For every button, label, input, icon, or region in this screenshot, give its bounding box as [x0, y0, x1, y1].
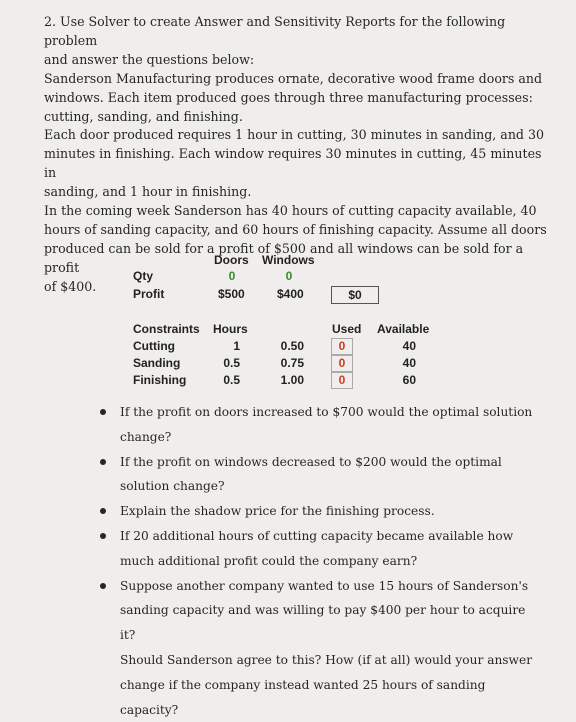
question-line: solution change?: [120, 479, 225, 494]
hours-label: Hours: [213, 322, 248, 336]
problem-line: Sanderson Manufacturing produces ornate, decorative wood frame doors and: [44, 70, 543, 86]
used-cutting-cell[interactable]: 0: [331, 338, 353, 355]
question-line: sanding capacity and was willing to pay $400 per hour to acquire it?: [120, 603, 526, 643]
qty-windows-cell[interactable]: 0: [285, 269, 293, 283]
question-line: change if the company instead wanted 25 hours of sanding capacity?: [120, 677, 486, 717]
bullet-icon: [100, 459, 106, 465]
constraint-name-finishing: Finishing: [133, 373, 187, 387]
list-item: [100, 499, 540, 524]
used-label: Used: [332, 322, 362, 336]
bullet-icon: [100, 508, 106, 514]
question-line: If the profit on windows decreased to $200 would the optimal: [120, 454, 502, 469]
question-line: If the profit on doors increased to $700 would the optimal solution: [120, 405, 533, 419]
problem-line: cutting, sanding, and finishing.: [44, 108, 243, 124]
qty-label: Qty: [133, 269, 154, 283]
header-windows: Windows: [262, 253, 315, 267]
constraint-door-finishing: 0.5: [223, 373, 240, 387]
available-cutting: 40: [402, 339, 416, 353]
constraint-name-cutting: Cutting: [133, 339, 175, 353]
problem-line: 2. Use Solver to create Answer and Sensitivity Reports for the following problem: [44, 14, 506, 48]
problem-line: windows. Each item produced goes through three manufacturing processes:: [44, 89, 533, 105]
constraint-window-finishing: 1.00: [280, 373, 304, 387]
available-label: Available: [377, 322, 430, 336]
constraint-name-sanding: Sanding: [133, 356, 181, 370]
problem-line: Each door produced requires 1 hour in cutting, 30 minutes in sanding, and 30: [44, 127, 545, 143]
list-item: [100, 524, 540, 574]
constraint-window-cutting: 0.50: [280, 339, 304, 353]
problem-line: sanding, and 1 hour in finishing.: [44, 184, 252, 200]
constraint-door-cutting: 1: [233, 339, 240, 353]
constraints-label: Constraints: [133, 322, 200, 336]
used-sanding-cell[interactable]: 0: [331, 355, 353, 372]
question-line: Suppose another company wanted to use 15 hours of Sanderson's: [120, 578, 529, 593]
spreadsheet-model: [124, 246, 444, 396]
available-sanding: 40: [402, 356, 416, 370]
qty-doors-cell[interactable]: 0: [228, 269, 236, 283]
constraint-window-sanding: 0.75: [280, 356, 304, 370]
bullet-icon: [100, 533, 106, 539]
question-line: much additional profit could the company earn?: [120, 553, 418, 568]
total-profit-cell[interactable]: $0: [331, 286, 379, 304]
question-line: Explain the shadow price for the finishing process.: [120, 504, 435, 519]
problem-line: of $400.: [44, 278, 97, 294]
profit-windows: $400: [277, 287, 304, 301]
profit-doors: $500: [218, 287, 245, 301]
list-item: [100, 400, 540, 450]
bullet-icon: [100, 409, 106, 415]
question-line: If 20 additional hours of cutting capacity became available how: [120, 528, 514, 543]
problem-line: hours of sanding capacity, and 60 hours of finishing capacity. Assume all doors: [44, 221, 547, 237]
constraint-door-sanding: 0.5: [223, 356, 240, 370]
used-finishing-cell[interactable]: 0: [331, 372, 353, 389]
available-finishing: 60: [402, 373, 416, 387]
problem-line: minutes in finishing. Each window requires 30 minutes in cutting, 45 minutes in: [44, 146, 542, 181]
problem-line: In the coming week Sanderson has 40 hours of cutting capacity available, 40: [44, 203, 537, 219]
header-doors: Doors: [214, 253, 249, 267]
list-item: [100, 450, 540, 500]
profit-label: Profit: [133, 287, 165, 301]
bullet-icon: [100, 583, 106, 589]
problem-line: produced can be sold for a profit of $500 and all windows can be sold for a profit: [44, 240, 524, 275]
question-list: [100, 400, 540, 722]
problem-line: and answer the questions below:: [44, 51, 255, 67]
question-line: Should Sanderson agree to this? How (if at all) would your answer: [120, 652, 533, 667]
question-line: change?: [120, 429, 172, 444]
